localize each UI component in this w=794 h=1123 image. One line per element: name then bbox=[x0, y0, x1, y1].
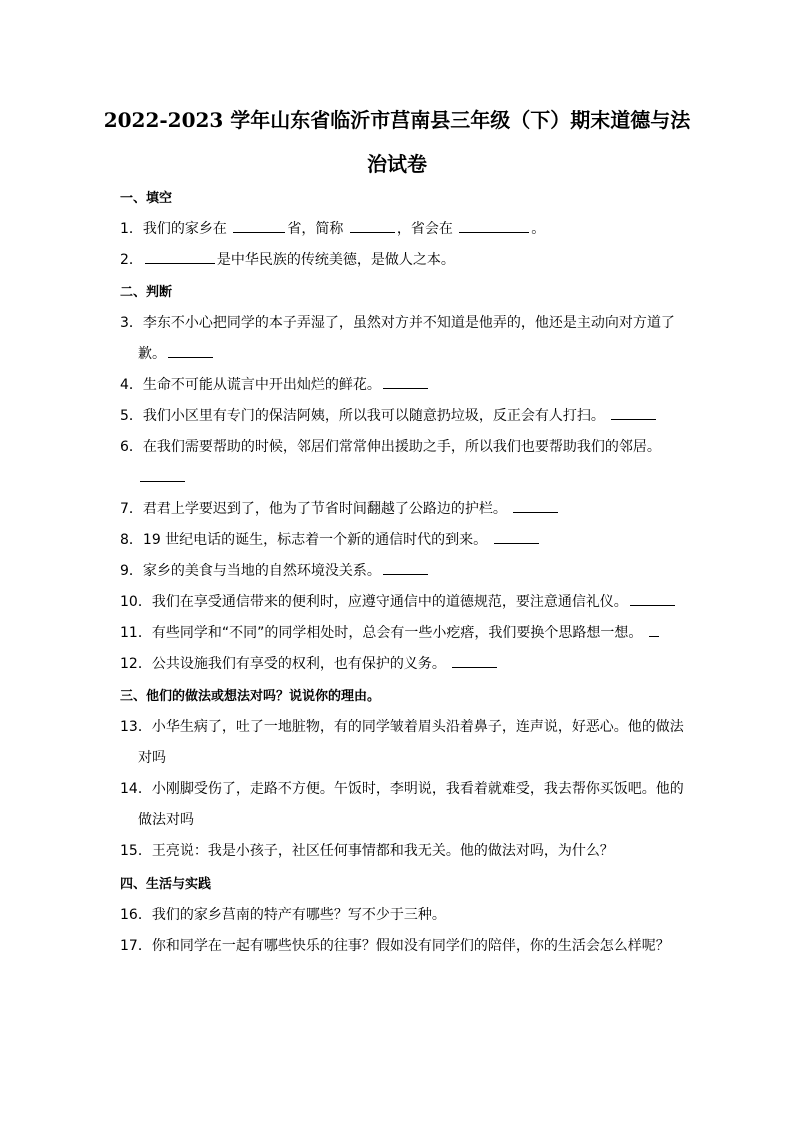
question-15: 15．王亮说：我是小孩子，社区任何事情都和我无关。他的做法对吗，为什么？ bbox=[120, 843, 614, 859]
question-6-continuation bbox=[138, 467, 187, 486]
section-heading-practice: 四、生活与实践 bbox=[120, 877, 212, 892]
question-13-continuation: 对吗 bbox=[138, 750, 166, 766]
answer-blank[interactable] bbox=[383, 560, 428, 575]
answer-blank[interactable] bbox=[452, 653, 497, 668]
question-17: 17．你和同学在一起有哪些快乐的往事？假如没有同学们的陪伴，你的生活会怎么样呢？ bbox=[120, 938, 670, 954]
section-heading-fill-blank: 一、填空 bbox=[120, 191, 173, 206]
question-3: 3．李东不小心把同学的本子弄湿了，虽然对方并不知道是他弄的，他还是主动向对方道了 bbox=[120, 315, 675, 331]
answer-blank[interactable] bbox=[494, 529, 539, 544]
question-3-continuation: 歉。 bbox=[138, 343, 215, 363]
question-9: 9．家乡的美食与当地的自然环境没关系。 bbox=[120, 560, 430, 580]
question-13: 13．小华生病了，吐了一地脏物，有的同学皱着眉头沿着鼻子，连声说，好恶心。他的做法 bbox=[120, 719, 684, 735]
answer-blank[interactable] bbox=[611, 405, 656, 420]
question-1: 1．我们的家乡在 省，简称 ，省会在 。 bbox=[120, 218, 545, 238]
question-14-continuation: 做法对吗 bbox=[138, 812, 194, 828]
answer-blank[interactable] bbox=[350, 218, 395, 233]
answer-blank[interactable] bbox=[145, 249, 215, 264]
question-4: 4．生命不可能从谎言中开出灿烂的鲜花。 bbox=[120, 374, 430, 394]
answer-blank[interactable] bbox=[383, 374, 428, 389]
answer-blank[interactable] bbox=[140, 467, 185, 482]
exam-title-line1: 2022-2023 学年山东省临沂市莒南县三年级（下）期末道德与法 bbox=[103, 108, 691, 132]
question-10: 10．我们在享受通信带来的便利时，应遵守通信中的道德规范，要注意通信礼仪。 bbox=[120, 591, 677, 611]
exam-title-line2: 治试卷 bbox=[367, 152, 427, 176]
answer-blank[interactable] bbox=[513, 498, 558, 513]
question-7: 7．君君上学要迟到了，他为了节省时间翻越了公路边的护栏。 bbox=[120, 498, 560, 518]
question-2: 2． 是中华民族的传统美德，是做人之本。 bbox=[120, 249, 455, 269]
section-heading-true-false: 二、判断 bbox=[120, 285, 173, 300]
question-14: 14．小刚脚受伤了，走路不方便。午饭时，李明说，我看着就难受，我去帮你买饭吧。他的 bbox=[120, 781, 684, 797]
section-heading-opinion: 三、他们的做法或想法对吗？说说你的理由。 bbox=[120, 689, 381, 704]
question-8: 8．19 世纪电话的诞生，标志着一个新的通信时代的到来。 bbox=[120, 529, 541, 549]
answer-blank[interactable] bbox=[168, 343, 213, 358]
question-11: 11．有些同学和“不同”的同学相处时，总会有一些小疙瘩，我们要换个思路想一想。 bbox=[120, 622, 661, 642]
answer-blank[interactable] bbox=[459, 218, 529, 233]
answer-blank[interactable] bbox=[649, 622, 659, 637]
question-6: 6．在我们需要帮助的时候，邻居们常常伸出援助之手，所以我们也要帮助我们的邻居。 bbox=[120, 439, 661, 455]
question-16: 16．我们的家乡莒南的特产有哪些？写不少于三种。 bbox=[120, 907, 446, 923]
answer-blank[interactable] bbox=[630, 591, 675, 606]
answer-blank[interactable] bbox=[233, 218, 285, 233]
question-5: 5．我们小区里有专门的保洁阿姨，所以我可以随意扔垃圾，反正会有人打扫。 bbox=[120, 405, 658, 425]
question-12: 12．公共设施我们有享受的权利，也有保护的义务。 bbox=[120, 653, 499, 673]
